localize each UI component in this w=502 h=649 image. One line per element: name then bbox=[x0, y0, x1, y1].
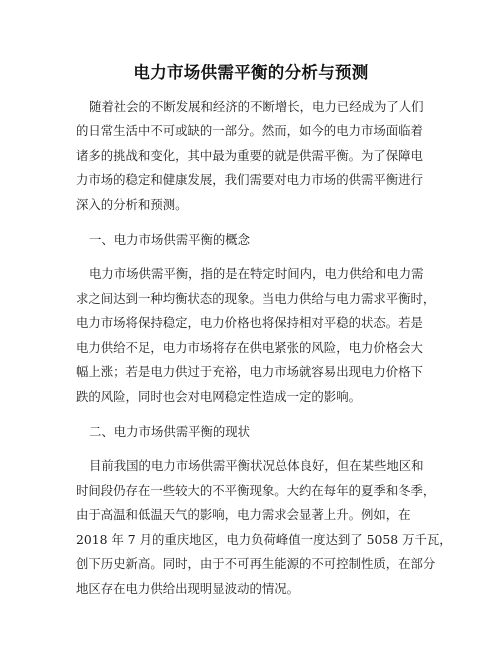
intro-line-2: 的日常生活中不可或缺的一部分。然而，如今的电力市场面临着 bbox=[76, 123, 423, 138]
section1-line-5: 幅上涨；若是电力供过于充裕，电力市场就容易出现电力价格下 bbox=[76, 364, 423, 379]
section1-line-4: 电力供给不足，电力市场将存在供电紧张的风险，电力价格会大 bbox=[76, 340, 423, 355]
intro-line-1: 随着社会的不断发展和经济的不断增长，电力已经成为了人们 bbox=[89, 99, 424, 114]
document-title: 电力市场供需平衡的分析与预测 bbox=[133, 63, 369, 82]
intro-line-5: 深入的分析和预测。 bbox=[76, 197, 188, 212]
section2-line-3: 由于高温和低温天气的影响，电力需求会显著上升。例如，在 bbox=[76, 507, 411, 522]
section1-line-6: 跌的风险，同时也会对电网稳定性造成一定的影响。 bbox=[76, 389, 361, 404]
section2-line-2: 时间段仍存在一些较大的不平衡现象。大约在每年的夏季和冬季， bbox=[76, 483, 436, 498]
section1-line-1: 电力市场供需平衡，指的是在特定时间内，电力供给和电力需 bbox=[89, 266, 424, 281]
intro-line-3: 诸多的挑战和变化，其中最为重要的就是供需平衡。为了保障电 bbox=[76, 148, 423, 163]
section2-line-1: 目前我国的电力市场供需平衡状况总体良好，但在某些地区和 bbox=[89, 458, 424, 473]
section2-line-4: 2018 年 7 月的重庆地区，电力负荷峰值一度达到了 5058 万千瓦， bbox=[76, 532, 452, 547]
section2-heading: 二、电力市场供需平衡的现状 bbox=[89, 424, 251, 439]
intro-line-4: 力市场的稳定和健康发展，我们需要对电力市场的供需平衡进行 bbox=[76, 172, 423, 187]
section2-line-6: 地区存在电力供给出现明显波动的情况。 bbox=[76, 581, 300, 596]
section1-line-2: 求之间达到一种均衡状态的现象。当电力供给与电力需求平衡时， bbox=[76, 291, 436, 306]
section1-heading: 一、电力市场供需平衡的概念 bbox=[89, 232, 251, 247]
section2-line-5: 创下历史新高。同时，由于不可再生能源的不可控制性质，在部分 bbox=[76, 556, 436, 571]
section1-line-3: 电力市场将保持稳定，电力价格也将保持相对平稳的状态。若是 bbox=[76, 315, 423, 330]
